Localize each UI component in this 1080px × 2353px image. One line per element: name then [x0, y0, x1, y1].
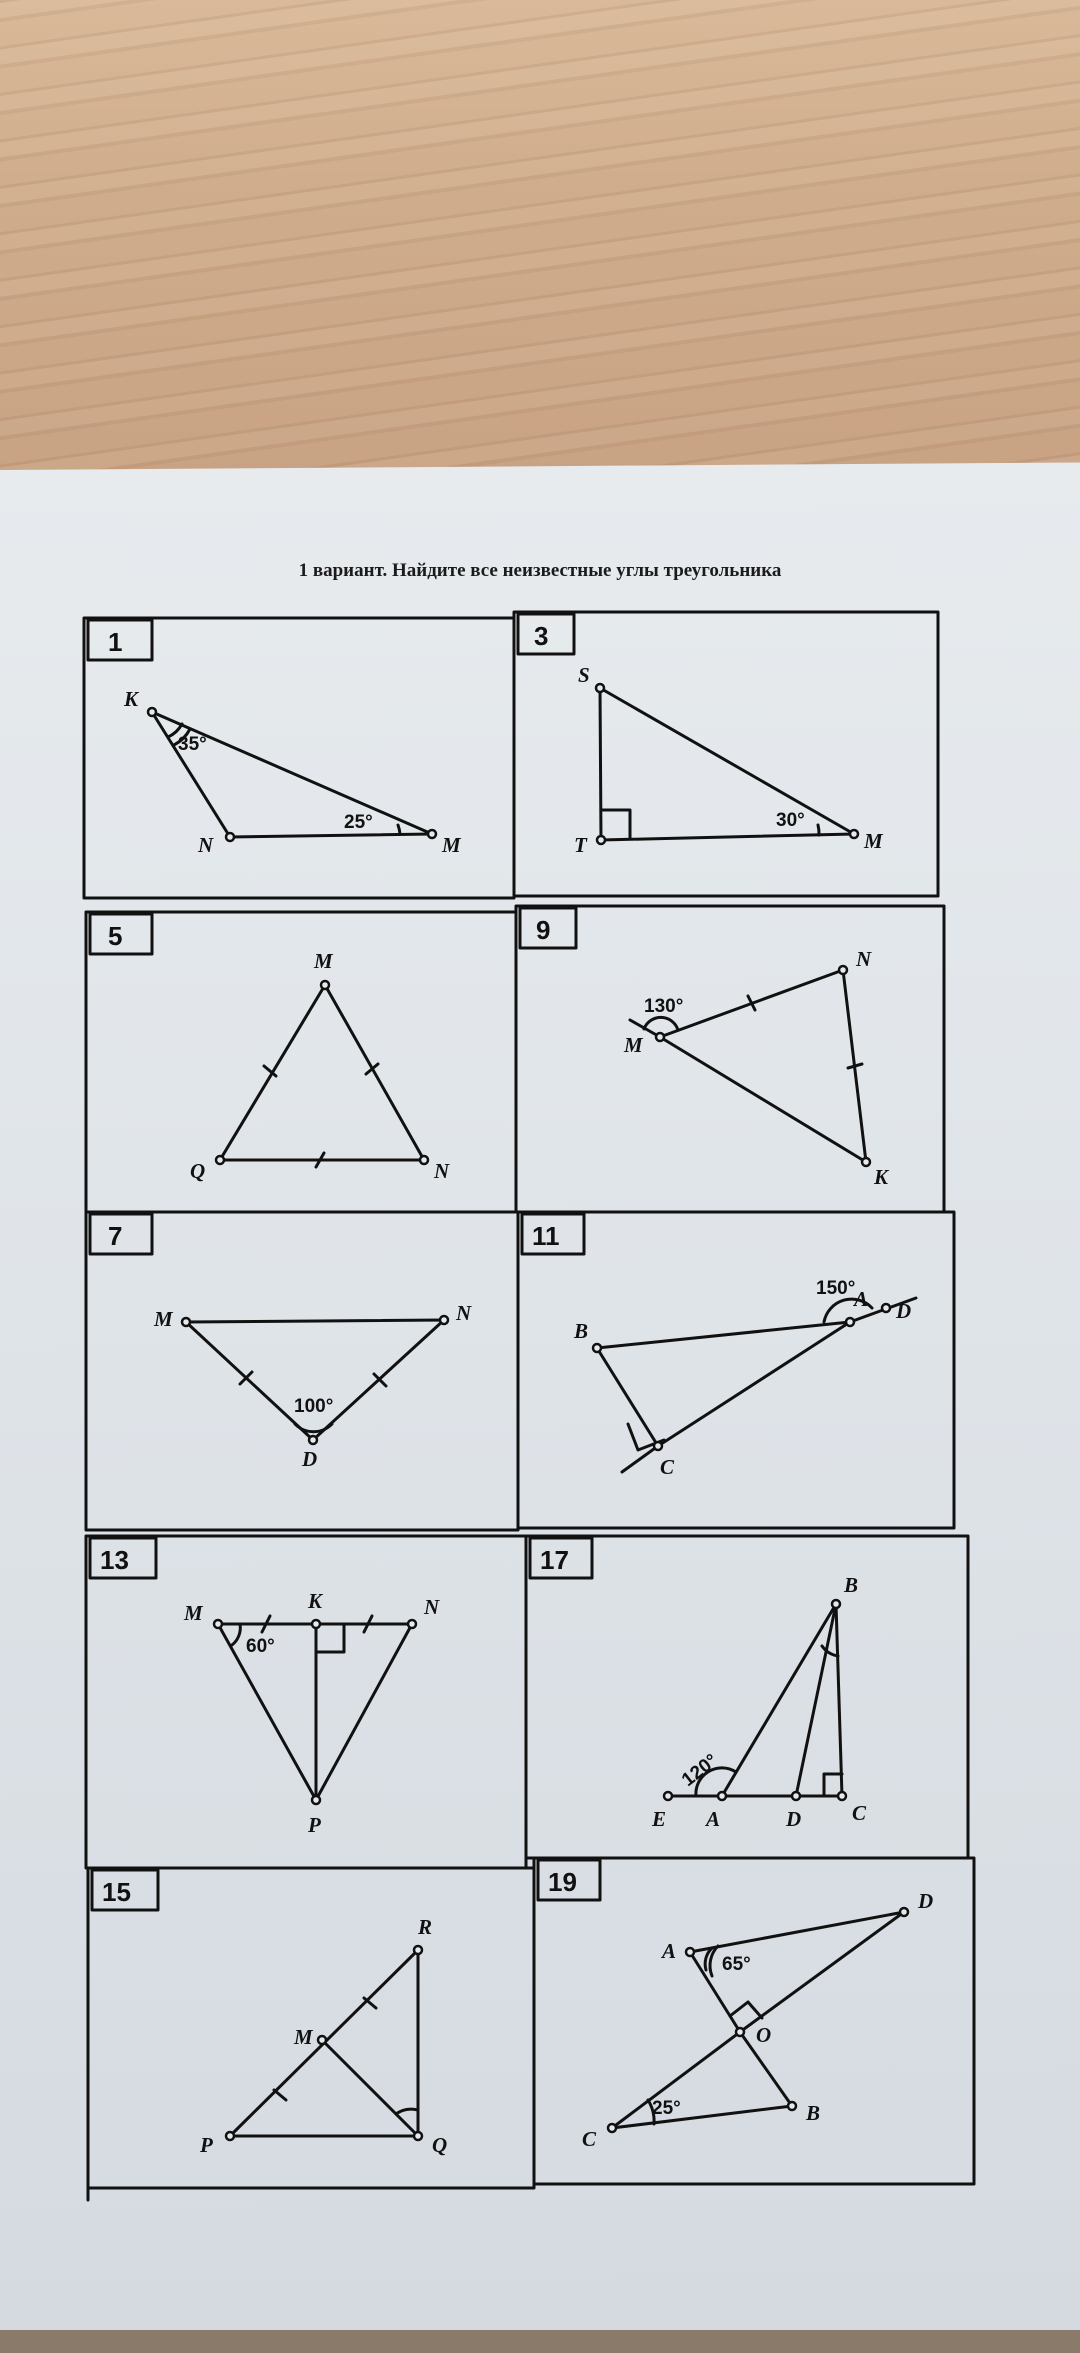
point-label: D — [918, 1889, 934, 1913]
angle-label: 25° — [344, 812, 373, 833]
grid-frame — [84, 612, 974, 2200]
angle-label: 35° — [178, 734, 207, 755]
point-label: B — [806, 2101, 821, 2125]
problem-number-17: 17 — [540, 1545, 569, 1575]
point-label: O — [756, 2023, 772, 2047]
point-label: M — [442, 833, 461, 857]
point-label: N — [434, 1159, 450, 1183]
point-label: P — [308, 1813, 321, 1837]
point-label: M — [624, 1033, 643, 1057]
triangle-3 — [600, 688, 854, 840]
point-label: N — [856, 947, 872, 971]
angle-label: 120° — [678, 1750, 722, 1791]
point-label: N — [456, 1301, 472, 1325]
point-label: C — [852, 1801, 867, 1825]
point-label: B — [574, 1319, 589, 1343]
point-label: D — [302, 1447, 318, 1471]
point-label: K — [308, 1589, 323, 1613]
point-label: C — [660, 1455, 675, 1479]
point-label: N — [198, 833, 214, 857]
point-label: D — [896, 1299, 912, 1323]
angle-label: 60° — [246, 1636, 275, 1657]
problem-number-9: 9 — [536, 915, 551, 945]
point-label: M — [184, 1601, 203, 1625]
point-label: M — [154, 1307, 173, 1331]
problem-number-19: 19 — [548, 1867, 577, 1897]
angle-label: 30° — [776, 810, 805, 831]
problem-number-11: 11 — [532, 1221, 560, 1251]
point-label: B — [844, 1573, 859, 1597]
vertex-dots — [148, 684, 908, 2140]
problem-number-7: 7 — [108, 1221, 123, 1251]
point-label: K — [874, 1165, 889, 1189]
point-label: M — [294, 2025, 313, 2049]
point-label: S — [578, 663, 590, 687]
triangle-11 — [597, 1298, 916, 1472]
number-boxes — [88, 614, 600, 1910]
problem-number-1: 1 — [108, 627, 123, 657]
point-label: P — [200, 2133, 213, 2157]
problem-number-15: 15 — [102, 1877, 131, 1907]
point-label: M — [314, 949, 333, 973]
point-label: K — [124, 687, 139, 711]
worksheet-title: 1 вариант. Найдите все неизвестные углы треугольника — [298, 560, 782, 581]
point-label: A — [706, 1807, 721, 1831]
angle-label: 25° — [652, 2098, 681, 2119]
point-label: E — [652, 1807, 667, 1831]
triangle-7 — [186, 1320, 444, 1440]
point-label: R — [418, 1915, 433, 1939]
point-label: C — [582, 2127, 597, 2151]
triangle-1 — [152, 712, 432, 837]
point-label: T — [574, 833, 587, 857]
triangle-5 — [220, 985, 424, 1167]
point-label: M — [864, 829, 883, 853]
problem-number-5: 5 — [108, 921, 123, 951]
angle-label: 65° — [722, 1954, 751, 1975]
angle-label: 130° — [644, 996, 684, 1017]
problem-number-13: 13 — [100, 1545, 129, 1575]
problem-number-3: 3 — [534, 621, 549, 651]
angle-label: 100° — [294, 1396, 334, 1417]
point-label: A — [854, 1287, 869, 1311]
point-label: A — [662, 1939, 677, 1963]
point-label: N — [424, 1595, 440, 1619]
point-label: D — [786, 1807, 802, 1831]
point-label: Q — [432, 2133, 448, 2157]
angle-label: 150° — [816, 1278, 856, 1299]
triangle-19 — [612, 1912, 904, 2128]
point-label: Q — [190, 1159, 206, 1183]
